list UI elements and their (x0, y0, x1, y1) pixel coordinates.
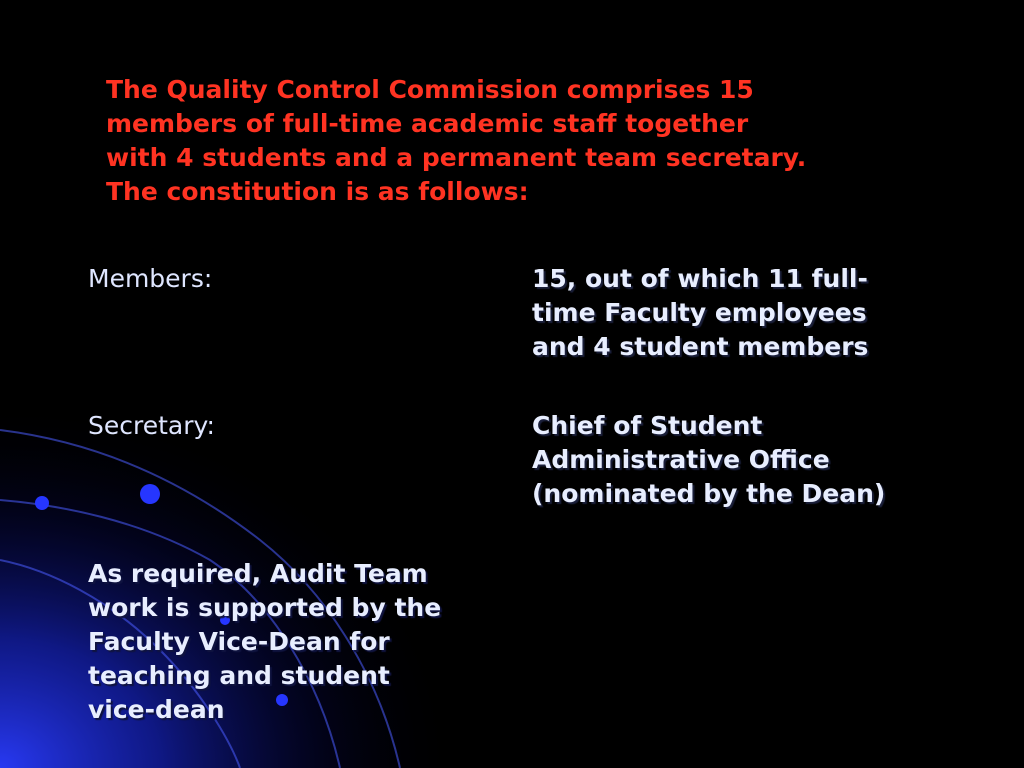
secretary-label: Secretary: (88, 411, 215, 440)
heading-line: The constitution is as follows: (106, 177, 529, 206)
heading-line: members of full-time academic staff together (106, 109, 749, 138)
note-line: Faculty Vice-Dean for (88, 627, 390, 656)
decorative-dot (140, 484, 160, 504)
members-value (532, 262, 972, 364)
members-value-line: and 4 student members (532, 332, 869, 361)
note-line: vice-dean (88, 695, 225, 724)
note-line: As required, Audit Team (88, 559, 428, 588)
secretary-value-line: (nominated by the Dean) (532, 479, 886, 508)
note-line: teaching and student (88, 661, 390, 690)
members-value-line: 15, out of which 11 full- (532, 264, 868, 293)
audit-team-note (88, 557, 518, 727)
note-line: work is supported by the (88, 593, 442, 622)
secretary-value-line: Chief of Student (532, 411, 763, 440)
secretary-value (532, 409, 972, 511)
secretary-value-line: Administrative Office (532, 445, 830, 474)
slide-heading (106, 73, 936, 209)
decorative-dot (35, 496, 49, 510)
members-label: Members: (88, 264, 213, 293)
heading-line: with 4 students and a permanent team secretary. (106, 143, 807, 172)
members-value-line: time Faculty employees (532, 298, 867, 327)
heading-line: The Quality Control Commission comprises 15 (106, 75, 754, 104)
